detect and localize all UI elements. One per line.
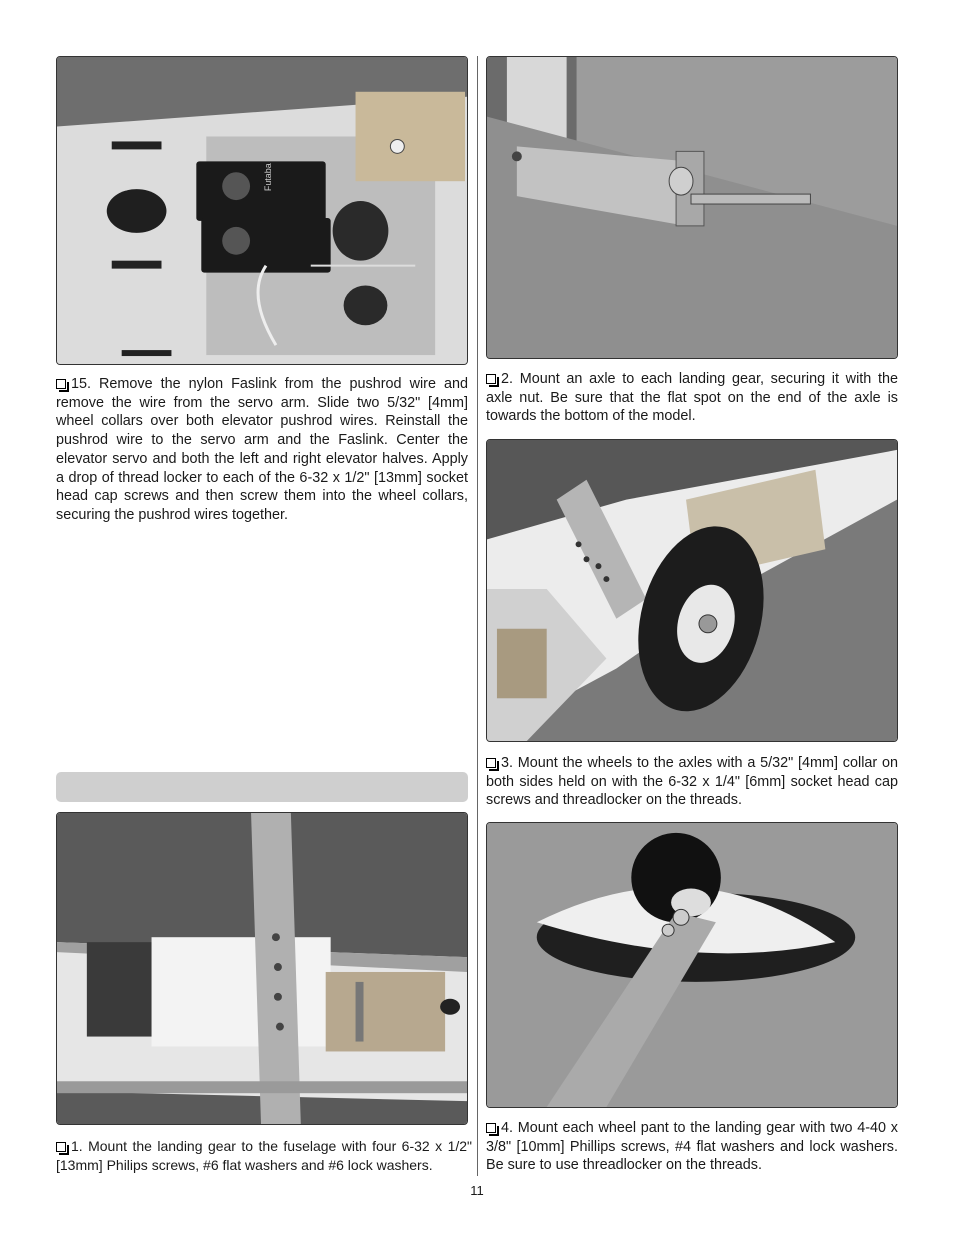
checkbox-icon[interactable]	[56, 1142, 66, 1152]
step-4-instruction: 4. Mount each wheel pant to the landing gear with two 4-40 x 3/8" [10mm] Phillips screws, #4 flat washers and lock washers. Be sure to use threadlocker on the threads.	[486, 1120, 898, 1174]
page-number: 11	[470, 1183, 484, 1198]
step-2-text	[486, 370, 898, 426]
servo-label: Futaba	[262, 163, 273, 192]
step-1-instruction: 1. Mount the landing gear to the fuselage with four 6-32 x 1/2" [13mm] Philips screws, #6 flat washers and #6 lock washers.	[56, 1138, 472, 1173]
checkbox-icon[interactable]	[486, 374, 496, 384]
step-15-text	[56, 375, 468, 525]
step-1-text	[56, 1137, 472, 1174]
landing-gear-photo	[56, 812, 468, 1125]
checkbox-icon[interactable]	[56, 379, 66, 389]
checkbox-icon[interactable]	[486, 758, 496, 768]
step-4-text	[486, 1119, 898, 1175]
step-3-instruction: 3. Mount the wheels to the axles with a 5/32" [4mm] collar on both sides held on with the 6-32 x 1/4" [6mm] socket head cap screws and threadlocker on the threads.	[486, 755, 898, 809]
wheel-photo	[486, 439, 898, 742]
checkbox-icon[interactable]	[486, 1123, 496, 1133]
servo-photo	[56, 56, 468, 365]
column-divider	[477, 56, 478, 1176]
wheel-pant-photo	[486, 822, 898, 1108]
axle-photo	[486, 56, 898, 359]
section-header-bar	[56, 772, 468, 802]
step-3-text	[486, 754, 898, 810]
step-2-instruction: 2. Mount an axle to each landing gear, securing it with the axle nut. Be sure that the flat spot on the end of the axle is towards the bottom of the model.	[486, 371, 898, 425]
step-15-instruction: 15. Remove the nylon Faslink from the pushrod wire and remove the wire from the servo arm. Slide two 5/32" [4mm] wheel collars over both elevator pushrod wires. Reinstall the pushrod wire to the servo arm and the Faslink. Center the elevator servo and both the left and right elevator halves. Apply a drop of thread locker to each of the 6-32 x 1/2" [13mm] socket head cap screws and then screw them into the wheel collars, securing the pushrod wires together.	[56, 376, 468, 523]
